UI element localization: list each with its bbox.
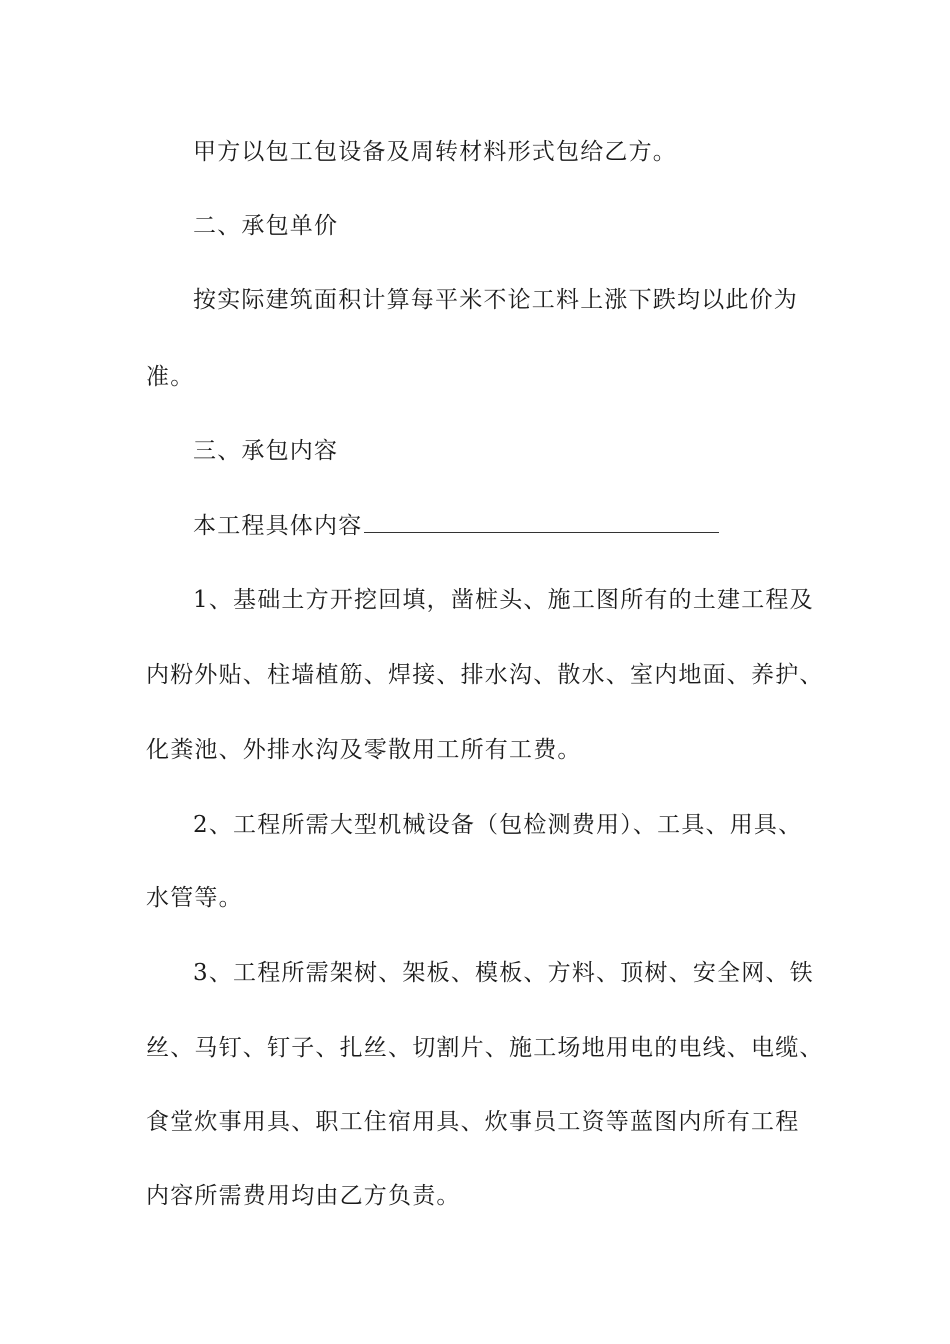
item-3-line-4: 内容所需费用均由乙方负责。 xyxy=(146,1183,461,1209)
item-3-line-1: 3、工程所需架树、架板、模板、方料、顶树、安全网、铁 xyxy=(193,960,814,986)
item-2-line-2: 水管等。 xyxy=(146,885,243,911)
item-1-line-1: 1、基础土方开挖回填，凿桩头、施工图所有的土建工程及 xyxy=(193,587,814,613)
item-1-line-2: 内粉外贴、柱墙植筋、焊接、排水沟、散水、室内地面、养护、 xyxy=(146,662,824,688)
specific-content-label: 本工程具体内容 xyxy=(193,513,363,539)
paragraph-specific-content xyxy=(193,511,719,541)
item-3-line-3: 食堂炊事用具、职工住宿用具、炊事员工资等蓝图内所有工程 xyxy=(146,1109,800,1135)
item-3-line-2: 丝、马钉、钉子、扎丝、切割片、施工场地用电的电线、电缆、 xyxy=(146,1035,824,1061)
paragraph-price-line-2: 准。 xyxy=(146,364,195,390)
paragraph-contract-form: 甲方以包工包设备及周转材料形式包给乙方。 xyxy=(193,139,677,165)
heading-contract-content: 三、承包内容 xyxy=(193,438,339,464)
item-2-line-1: 2、工程所需大型机械设备（包检测费用）、工具、用具、 xyxy=(193,812,803,838)
heading-unit-price: 二、承包单价 xyxy=(193,213,339,239)
fill-in-blank-line xyxy=(364,531,719,533)
paragraph-price-line-1: 按实际建筑面积计算每平米不论工料上涨下跌均以此价为 xyxy=(193,287,798,313)
item-1-line-3: 化粪池、外排水沟及零散用工所有工费。 xyxy=(146,737,582,763)
